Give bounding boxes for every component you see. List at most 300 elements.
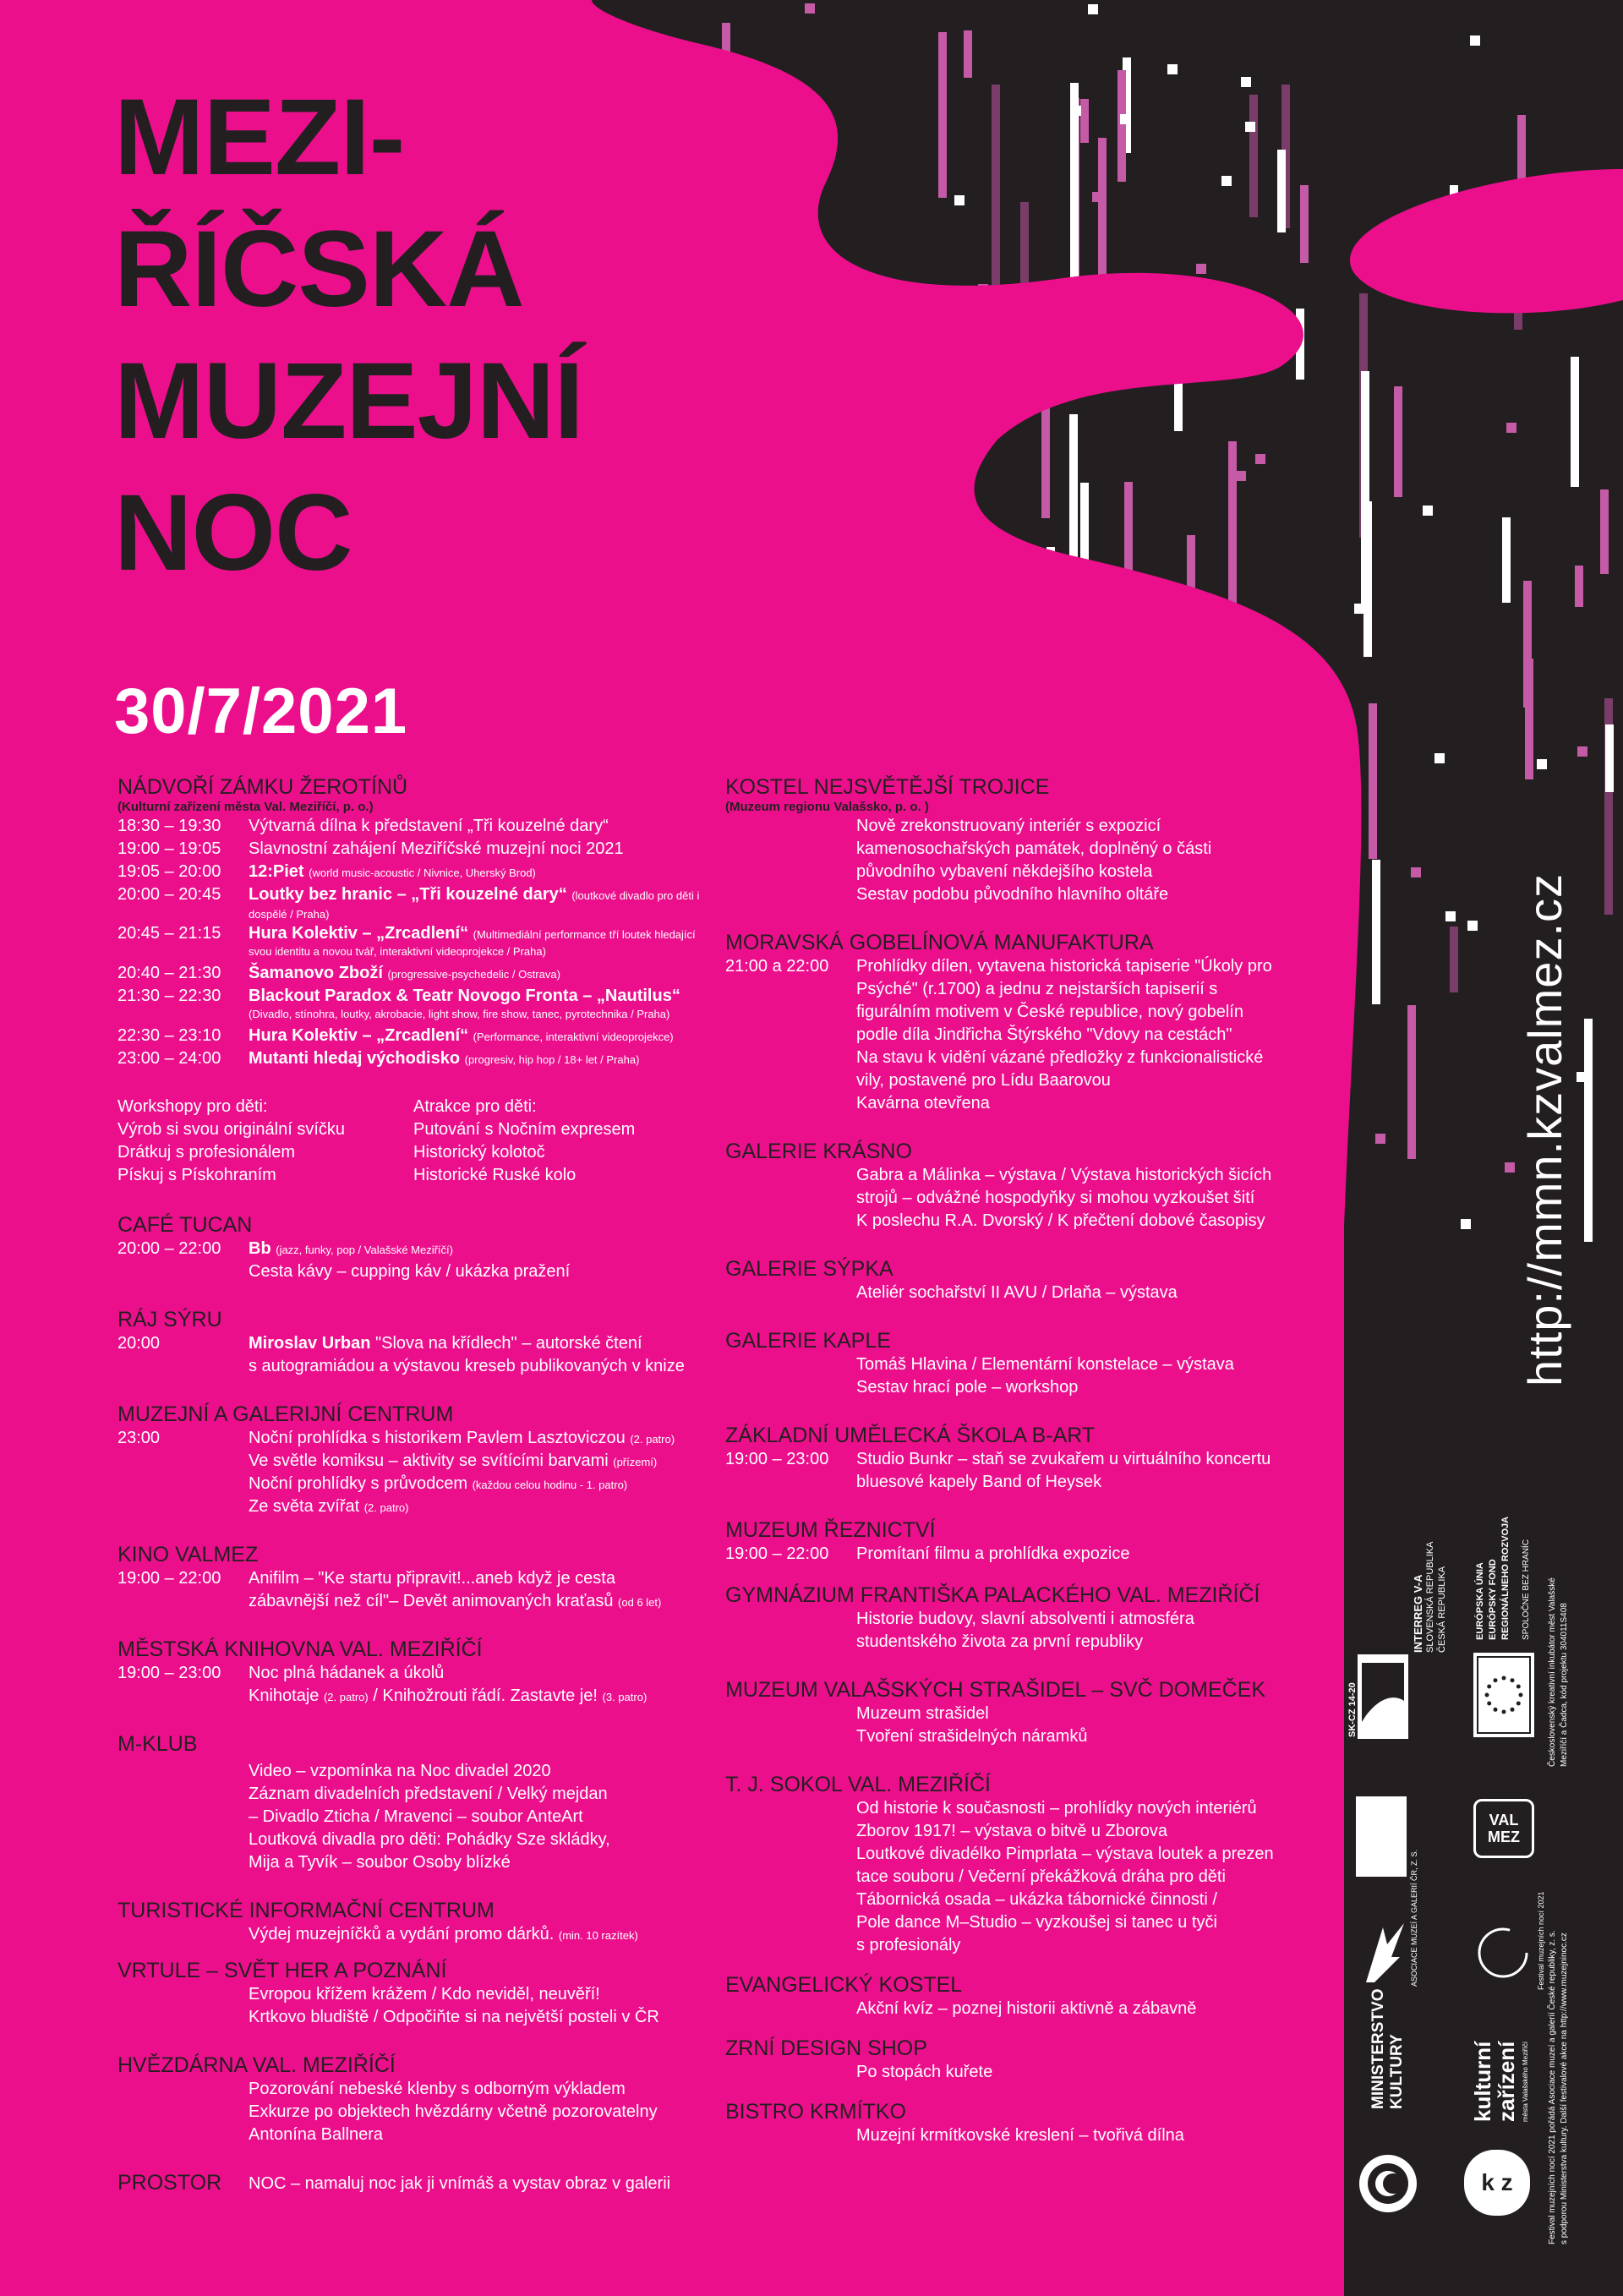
eu-star — [1519, 1693, 1523, 1697]
program-row — [117, 815, 709, 838]
section-heading: MORAVSKÁ GOBELÍNOVÁ MANUFAKTURA — [725, 931, 1154, 954]
program-row — [117, 1806, 709, 1829]
star-square — [729, 374, 739, 385]
performer-note: (Divadlo, stínohra, loutky, akrobacie, light show, fire show, tanec, pyrotechnika / Praha) — [249, 1008, 670, 1020]
website-url-text[interactable]: http://mmn.kzvalmez.cz — [1518, 872, 1571, 1386]
program-row — [117, 1355, 709, 1378]
amg-label: ASOCIACE MUZEÍ A GALERIÍ ČR, Z. S. — [1410, 1849, 1418, 1987]
event-text: Video – vzpomínka na Noc divadel 2020 — [249, 1762, 551, 1780]
valmez-logo — [1473, 1799, 1534, 1858]
program-row — [117, 1238, 709, 1260]
section-heading: MĚSTSKÁ KNIHOVNA VAL. MEZIŘÍČÍ — [117, 1637, 483, 1661]
kz-label: kulturní — [1470, 2041, 1495, 2122]
program-row — [725, 2061, 1317, 2084]
festival-ring-icon — [1469, 1919, 1537, 1987]
program-row — [725, 861, 1317, 883]
section-heading: NÁDVOŘÍ ZÁMKU ŽEROTÍNŮ — [117, 775, 408, 799]
star-square — [883, 298, 893, 309]
light-streak — [722, 23, 730, 175]
list-item: Historické Ruské kolo — [413, 1166, 577, 1184]
program-row — [117, 883, 709, 922]
program-row — [725, 1024, 1317, 1047]
light-streak — [725, 179, 734, 320]
event-text: s autogramiádou a výstavou kreseb publikovaných v knize — [249, 1357, 685, 1375]
light-streak — [1600, 489, 1609, 574]
performer: Miroslav Urban — [249, 1334, 371, 1353]
time: 20:00 – 20:45 — [117, 885, 221, 904]
ministry-icon — [1356, 2151, 1420, 2216]
festival-note: Festival muzejních nocí 2021 pořádá Asociace muzeí a galerií České republiky, z. s. — [1548, 1930, 1557, 2244]
event-text: figurálním motivem v České republice, nový gobelín — [856, 1003, 1243, 1021]
event-text: Psýché" (r.1700) a jednu z nejstarších tapiserií s — [856, 980, 1218, 998]
program-row — [725, 883, 1317, 906]
event-text: Knihotaje — [249, 1686, 320, 1705]
performer-note: (jazz, funky, pop / Valašské Meziříčí) — [276, 1244, 453, 1256]
section-organizer: (Muzeum regionu Valašsko, p. o. ) — [725, 800, 929, 814]
ministry-label: KULTURY — [1388, 2034, 1406, 2109]
program-row — [725, 1843, 1317, 1866]
star-square — [1241, 77, 1251, 87]
program-row — [725, 1608, 1317, 1631]
light-streak — [1363, 501, 1372, 657]
amg-logo — [1356, 1796, 1407, 1877]
star-square — [1505, 1162, 1515, 1173]
eu-star — [1511, 1678, 1515, 1682]
eu-star — [1511, 1708, 1515, 1712]
star-square — [722, 177, 732, 187]
time: 20:45 – 21:15 — [117, 924, 221, 943]
star-square — [1423, 506, 1433, 516]
program-row — [117, 1923, 709, 1946]
star-square — [697, 314, 708, 325]
section-heading: M-KLUB — [117, 1732, 198, 1756]
time: 19:05 – 20:00 — [117, 862, 221, 881]
event-text: Výtvarná dílna k představení „Tři kouzelné dary“ — [249, 817, 609, 835]
event-text: Od historie k současnosti – prohlídky nových interiérů — [856, 1799, 1257, 1818]
light-streak — [1080, 99, 1089, 143]
section-organizer: (Kulturní zařízení města Val. Meziříčí, p. o.) — [117, 800, 374, 814]
event-text: původního vybavení někdejšího kostela — [856, 862, 1153, 881]
eu-star — [1516, 1702, 1521, 1706]
star-square — [730, 432, 740, 442]
event-note: (přízemí) — [613, 1456, 658, 1468]
performer: Mutanti hledaj východisko — [249, 1049, 461, 1068]
star-square — [1577, 746, 1587, 757]
star-square — [1434, 753, 1445, 763]
time: 20:00 – 22:00 — [117, 1239, 221, 1258]
interreg-label: INTERREG V-A — [1412, 1574, 1424, 1653]
program-row — [725, 1703, 1317, 1725]
section-prostor — [117, 2170, 709, 2195]
event-text: Na stavu k vidění vázané předložky z funkcionalistické — [856, 1048, 1264, 1067]
list-item: Historický kolotoč — [413, 1143, 545, 1162]
list-item: Putování s Nočním expresem — [413, 1120, 636, 1139]
star-square — [642, 597, 653, 607]
program-row — [117, 1567, 709, 1590]
light-streak — [775, 181, 784, 215]
light-streak — [1098, 138, 1107, 346]
event-text: Studio Bunkr – staň se zvukařem u virtuálního koncertu — [856, 1450, 1271, 1468]
light-streak — [938, 32, 947, 198]
star-square — [1245, 122, 1255, 132]
section-hvezdarna — [117, 2053, 709, 2146]
light-streak — [1450, 927, 1458, 992]
list-item: Pískuj s Pískohraním — [117, 1166, 276, 1184]
program-row — [117, 1427, 709, 1450]
event-text: Nově zrekonstruovaný interiér s expozicí — [856, 817, 1161, 835]
performer: Hura Kolektiv – „Zrcadlení“ — [249, 1026, 469, 1045]
section-galerie-kaple — [725, 1328, 1317, 1399]
event-text: Noc plná hádanek a úkolů — [249, 1664, 445, 1682]
event-title — [114, 72, 583, 599]
program-row — [725, 1911, 1317, 1934]
star-square — [911, 718, 921, 728]
light-streak — [1277, 150, 1286, 232]
partner-logos — [1344, 1479, 1598, 2244]
program-row — [117, 1851, 709, 1874]
star-square — [967, 412, 977, 422]
eu-label: REGIONÁLNEHO ROZVOJA — [1500, 1516, 1511, 1640]
star-square — [726, 258, 736, 268]
performer: Šamanovo Zboží — [249, 964, 383, 982]
event-text: Pole dance M–Studio – vyzkoušej si tanec u tyči — [856, 1913, 1217, 1932]
event-note: (2. patro) — [630, 1433, 675, 1446]
festival-note: s podporou Ministerstva kultury. Další festivalové akce na http://www.muzejninoc.cz — [1560, 1932, 1569, 2244]
program-row — [725, 815, 1317, 838]
star-square — [1092, 192, 1102, 202]
light-streak — [1070, 83, 1079, 331]
light-streak — [1340, 702, 1348, 795]
program-row — [725, 1866, 1317, 1889]
event-text: Ze světa zvířat — [249, 1497, 360, 1516]
program-row — [725, 1164, 1317, 1187]
section-heading: GYMNÁZIUM FRANTIŠKA PALACKÉHO VAL. MEZIŘÍČÍ — [725, 1583, 1260, 1607]
eu-label: EURÓPSKY FOND — [1488, 1559, 1498, 1640]
light-streak — [1300, 185, 1309, 263]
event-text: / Knihožrouti řádí. Zastavte je! — [368, 1686, 598, 1705]
section-heading: GALERIE KRÁSNO — [725, 1140, 912, 1163]
star-square — [954, 195, 965, 205]
event-text: Výdej muzejníčků a vydání promo dárků. — [249, 1925, 555, 1943]
event-text: Kavárna otevřena — [856, 1094, 990, 1112]
performer: 12:Piet — [249, 862, 304, 881]
section-heading: RÁJ SÝRU — [117, 1308, 222, 1331]
event-text: Ateliér sochařství II AVU / Drlaňa – výstava — [856, 1283, 1178, 1302]
program-row — [725, 1069, 1317, 1092]
performer-note: (world music-acoustic / Nivnice, Uherský Brod) — [309, 866, 536, 879]
program-row — [117, 1047, 709, 1070]
program-row — [725, 1543, 1317, 1566]
kz-logo-mark-text: k z — [1481, 2169, 1513, 2195]
program-row — [117, 2124, 709, 2146]
star-square — [1506, 423, 1516, 433]
event-text: Evropou křížem krážem / Kdo neviděl, neuvěří! — [249, 1985, 600, 2004]
time: 21:30 – 22:30 — [117, 987, 221, 1005]
event-text: studentského života za první republiky — [856, 1632, 1144, 1651]
event-text: bluesové kapely Band of Heysek — [856, 1473, 1102, 1491]
star-square — [1164, 342, 1174, 353]
light-streak — [1041, 313, 1050, 518]
title-line: MUZEJNÍ — [114, 341, 583, 462]
time: 19:00 – 22:00 — [117, 1569, 221, 1588]
light-streak — [1020, 202, 1029, 380]
list-item: Výrob si svou originální svíčku — [117, 1120, 346, 1139]
interreg-icon — [1358, 1654, 1408, 1739]
event-text: s profesionály — [856, 1936, 961, 1954]
ministry-label: MINISTERSTVO — [1369, 1988, 1387, 2109]
light-streak — [1407, 1005, 1416, 1159]
time: 22:30 – 23:10 — [117, 1026, 221, 1045]
event-text: vily, postavené pro Lídu Baarovou — [856, 1071, 1111, 1090]
light-streak — [880, 487, 888, 632]
section-cafe — [117, 1212, 709, 1283]
event-text: Akční kvíz – poznej historii aktivně a zábavně — [856, 1999, 1197, 2018]
performer-note: (Performance, interaktivní videoprojekce) — [473, 1030, 674, 1043]
star-square — [741, 506, 751, 516]
eu-flag-icon — [1473, 1653, 1534, 1737]
star-square — [692, 431, 702, 441]
list-title: Atrakce pro děti: — [413, 1097, 537, 1116]
time: 20:00 — [117, 1334, 161, 1353]
program-left-column — [117, 774, 709, 2195]
section-heading: CAFÉ TUCAN — [117, 1213, 253, 1237]
star-square — [1120, 114, 1130, 124]
program-row — [117, 1495, 709, 1518]
program-row — [117, 2101, 709, 2124]
event-text: strojů – odvážné hospodyňky si mohou vyzkoušet šití — [856, 1189, 1255, 1207]
interreg-country: SLOVENSKÁ REPUBLIKA — [1425, 1541, 1435, 1653]
event-text: Loutková divadla pro děti: Pohádky Sze skládky, — [249, 1830, 610, 1849]
kz-sublabel: města Valašského Meziříčí — [1522, 2042, 1529, 2122]
section-heading: MUZEJNÍ A GALERIJNÍ CENTRUM — [117, 1402, 454, 1426]
event-text: Mija a Tyvík – soubor Osoby blízké — [249, 1853, 511, 1872]
performer-note: (loutkové divadlo pro děti i dospělé / Praha) — [249, 889, 700, 921]
event-text: Ve světle komiksu – aktivity se svítícími barvami — [249, 1451, 609, 1470]
program-right-column — [725, 774, 1317, 2171]
event-text: NOC – namaluj noc jak ji vnímáš a vystav obraz v galerii — [249, 2174, 671, 2193]
program-row — [117, 1662, 709, 1685]
event-text: – Divadlo Zticha / Mravenci – soubor AnteArt — [249, 1807, 583, 1826]
event-text: Po stopách kuřete — [856, 2063, 993, 2081]
section-kostel-trojice — [725, 774, 1317, 906]
title-line: NOC — [114, 473, 352, 593]
star-square — [785, 403, 795, 413]
time: 19:00 – 23:00 — [117, 1664, 221, 1682]
light-streak — [1571, 357, 1579, 487]
event-text: Záznam divadelních představení / Velký mejdan — [249, 1785, 608, 1803]
program-row — [725, 1820, 1317, 1843]
star-square — [878, 640, 888, 650]
star-square — [911, 432, 921, 442]
section-heading: EVANGELICKÝ KOSTEL — [725, 1973, 963, 1997]
program-row — [725, 838, 1317, 861]
program-row — [117, 1008, 709, 1021]
star-square — [1090, 633, 1100, 643]
list-item: Drátkuj s profesionálem — [117, 1143, 296, 1162]
program-row — [725, 1471, 1317, 1494]
star-square — [805, 3, 815, 14]
section-heading: KINO VALMEZ — [117, 1543, 259, 1566]
interreg-program: SK-CZ 14-20 — [1347, 1682, 1358, 1737]
star-square — [1196, 264, 1206, 274]
eu-label: EURÓPSKA ÚNIA — [1475, 1562, 1485, 1640]
star-square — [1354, 604, 1364, 614]
star-square — [1088, 4, 1098, 14]
time: 21:00 a 22:00 — [725, 957, 829, 976]
star-square — [1167, 64, 1178, 74]
light-streak — [964, 30, 972, 78]
light-streak — [1575, 566, 1583, 607]
event-text: zábavnější než cíl"– Devět animovaných kraťasů — [249, 1592, 614, 1610]
program-row — [117, 1473, 709, 1495]
star-square — [1470, 36, 1480, 46]
section-heading: BISTRO KRMÍTKO — [725, 2100, 906, 2124]
light-streak — [1605, 724, 1614, 792]
section-heading: TURISTICKÉ INFORMAČNÍ CENTRUM — [117, 1899, 495, 1922]
event-note: (min. 10 razítek) — [558, 1929, 638, 1942]
section-muzejni-centrum — [117, 1402, 709, 1518]
event-text: Slavnostní zahájení Meziříčské muzejní noci 2021 — [249, 839, 624, 858]
time: 19:00 – 19:05 — [117, 839, 221, 858]
section-heading: ZÁKLADNÍ UMĚLECKÁ ŠKOLA B-ART — [725, 1424, 1096, 1447]
program-row — [117, 838, 709, 861]
light-streak — [851, 433, 860, 617]
event-text: Tábornická osada – ukázka tábornické činnosti / — [856, 1890, 1217, 1909]
light-streak — [886, 442, 894, 588]
section-muzeum-reznictvi — [725, 1517, 1317, 1566]
section-nadvori — [117, 774, 709, 1070]
program-row — [725, 1282, 1317, 1304]
light-streak — [723, 75, 731, 150]
time: 19:00 – 23:00 — [725, 1450, 829, 1468]
section-heading: KOSTEL NEJSVĚTĚJŠÍ TROJICE — [725, 775, 1050, 799]
star-square — [1183, 695, 1194, 705]
eu-star — [1516, 1685, 1521, 1689]
star-square — [1112, 379, 1122, 389]
eu-star — [1502, 1676, 1506, 1681]
light-streak — [1372, 860, 1380, 1004]
performer: Loutky bez hranic – „Tři kouzelné dary“ — [249, 885, 567, 904]
star-square — [1461, 1219, 1471, 1229]
light-streak — [1249, 95, 1258, 217]
program-row — [117, 1783, 709, 1806]
light-streak — [1080, 483, 1089, 575]
project-note: Meziříčí a Čadca, kód projektu 304011S408 — [1560, 1603, 1569, 1767]
event-note: (každou celou hodinu - 1. patro) — [472, 1479, 628, 1491]
light-streak — [748, 525, 757, 650]
event-text: Muzejní krmítkovské kreslení – tvořivá dílna — [856, 2126, 1184, 2145]
program-row — [725, 1448, 1317, 1471]
section-sokol — [725, 1772, 1317, 1957]
program-row — [725, 1210, 1317, 1233]
section-kino — [117, 1542, 709, 1613]
performer: Bb — [249, 1239, 271, 1258]
program-row — [117, 985, 709, 1008]
program-row — [725, 1797, 1317, 1820]
kids-activities — [117, 1096, 709, 1187]
star-square — [761, 399, 771, 409]
star-square — [661, 380, 671, 390]
star-square — [1125, 653, 1135, 663]
section-heading: GALERIE SÝPKA — [725, 1257, 893, 1281]
event-text: Muzeum strašidel — [856, 1704, 989, 1723]
time: 23:00 — [117, 1429, 161, 1447]
program-row — [117, 1260, 709, 1283]
light-streak — [1156, 346, 1164, 385]
event-text: Loutkové divadélko Pimprlata – výstava loutek a prezen — [856, 1845, 1274, 1863]
star-square — [978, 284, 988, 294]
section-heading: T. J. SOKOL VAL. MEZIŘÍČÍ — [725, 1773, 991, 1796]
performer: Hura Kolektiv – „Zrcadlení“ — [249, 924, 469, 943]
section-mklub — [117, 1731, 709, 1874]
amg-bird-icon — [1358, 1919, 1408, 1987]
section-gobelin — [725, 930, 1317, 1115]
light-streak — [1187, 535, 1195, 608]
event-text: Noční prohlídka s historikem Pavlem Lasztoviczou — [249, 1429, 626, 1447]
light-streak — [1296, 309, 1304, 380]
light-streak — [666, 356, 675, 468]
section-heading: HVĚZDÁRNA VAL. MEZIŘÍČÍ — [117, 2053, 396, 2077]
performer-note: (Multimediální performance tří loutek hledající svou identitu a novou tvář, interaktivní videoprojekce / Praha) — [249, 928, 696, 958]
event-note: (2. patro) — [363, 1501, 409, 1514]
event-text: Prohlídky dílen, vytavena historická tapiserie "Úkoly pro — [856, 957, 1272, 976]
program-row — [725, 1353, 1317, 1376]
program-row — [117, 1590, 709, 1613]
star-square — [1375, 1134, 1385, 1144]
light-streak — [827, 461, 835, 615]
section-raj-syru — [117, 1307, 709, 1378]
light-streak — [1069, 414, 1078, 566]
star-square — [1255, 454, 1265, 464]
event-date: 30/7/2021 — [114, 675, 408, 747]
program-row — [117, 1025, 709, 1047]
event-text: Tvoření strašidelných náramků — [856, 1727, 1088, 1746]
eu-star — [1485, 1693, 1489, 1697]
star-square — [752, 402, 762, 413]
list-title: Workshopy pro děti: — [117, 1097, 268, 1116]
section-heading: MUZEUM ŘEZNICTVÍ — [725, 1518, 936, 1542]
event-text: Pozorování nebeské klenby s odborným výkladem — [249, 2080, 626, 2098]
program-row — [117, 2006, 709, 2029]
section-bistro — [725, 2099, 1317, 2147]
title-line: ŘÍČSKÁ — [114, 209, 524, 330]
program-row — [117, 1760, 709, 1783]
event-text: Cesta kávy – cupping káv / ukázka pražení — [249, 1262, 571, 1281]
performer-note: (progresiv, hip hop / 18+ let / Praha) — [464, 1053, 640, 1066]
program-row — [117, 1685, 709, 1708]
light-streak — [1124, 482, 1133, 700]
event-text: "Slova na křídlech" – autorské čtení — [370, 1334, 642, 1353]
star-square — [1236, 471, 1246, 481]
program-row — [725, 1889, 1317, 1911]
section-galerie-krasno — [725, 1139, 1317, 1233]
program-row — [725, 1187, 1317, 1210]
section-knihovna — [117, 1637, 709, 1708]
program-row — [725, 978, 1317, 1001]
program-row — [117, 922, 709, 959]
program-row — [117, 962, 709, 985]
program-row — [117, 2078, 709, 2101]
event-text: Zborov 1917! – výstava o bitvě u Zborova — [856, 1822, 1167, 1840]
time: 20:40 – 21:30 — [117, 964, 221, 982]
section-zrni — [725, 2036, 1317, 2084]
program-row — [117, 1829, 709, 1851]
light-streak — [992, 85, 1000, 312]
valmez-logo-text: VAL MEZ — [1488, 1812, 1520, 1845]
program-row — [117, 1450, 709, 1473]
program-row — [725, 955, 1317, 978]
event-text: Krtkovo bludiště / Odpočiňte si na největší posteli v ČR — [249, 2008, 659, 2026]
